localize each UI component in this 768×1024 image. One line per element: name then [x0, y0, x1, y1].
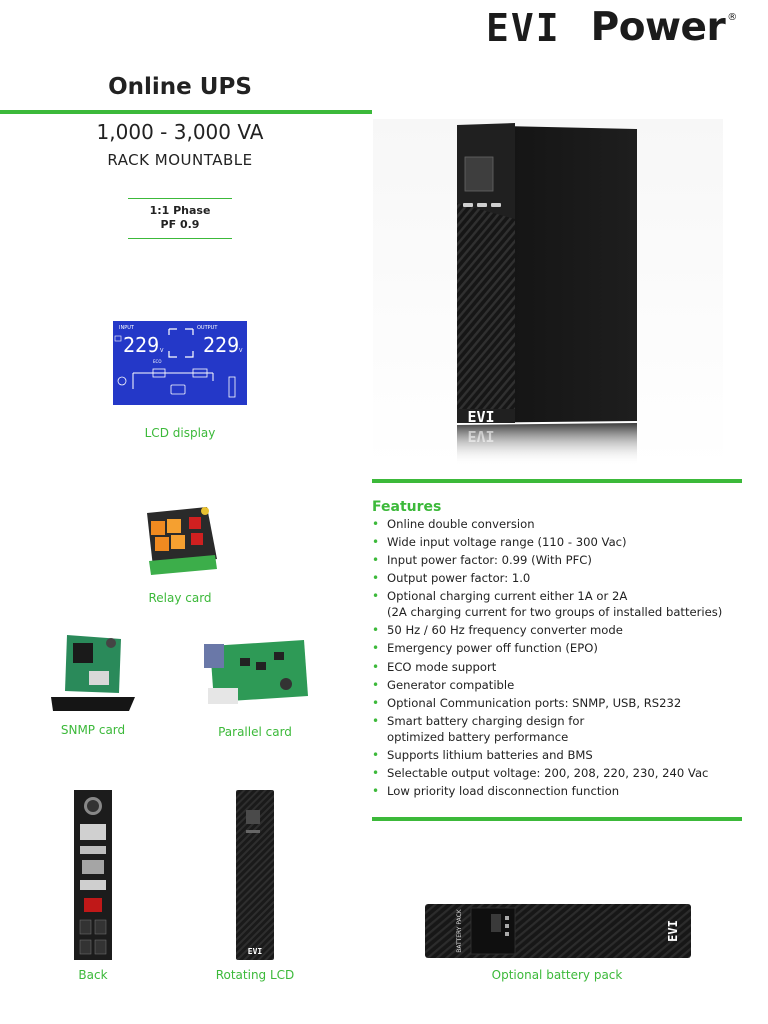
features-bottom-rule	[372, 817, 742, 821]
feature-item: • Optional charging current either 1A or 2A (2A charging current for two groups of installed batteries)	[372, 589, 723, 620]
breaker	[84, 898, 102, 912]
front-evi-logo: EVI	[467, 408, 495, 426]
bullet-icon: •	[372, 659, 380, 674]
brand-evi: EVI	[486, 6, 561, 50]
feature-item: • 50 Hz / 60 Hz frequency converter mode	[372, 623, 623, 638]
front-button-3	[491, 203, 501, 207]
features-top-rule	[372, 479, 742, 483]
bullet-icon: •	[372, 589, 380, 604]
ups-product-image	[373, 119, 723, 469]
relay-2	[167, 519, 181, 533]
relay-6	[191, 533, 203, 545]
bullet-icon: •	[372, 747, 380, 762]
lcd-caption: LCD display	[144, 426, 216, 440]
lcd-output-value: 229	[203, 333, 240, 357]
feature-item: • Smart battery charging design for optimized battery performance	[372, 713, 585, 744]
bullet-icon: •	[372, 677, 380, 692]
bullet-icon: •	[372, 765, 380, 780]
features-list	[372, 517, 752, 802]
feature-item: • Low priority load disconnection function	[372, 784, 620, 799]
small-lcd-screen	[246, 810, 260, 824]
battery-pack-display	[491, 914, 501, 932]
bullet-icon: •	[372, 623, 380, 638]
feature-item: • Output power factor: 1.0	[372, 571, 531, 586]
brand-power: Power	[590, 5, 726, 50]
front-button-2	[477, 203, 487, 207]
lcd-input-label: INPUT	[119, 325, 134, 331]
title-underline	[0, 110, 372, 114]
pf-text: PF 0.9	[160, 218, 200, 231]
chip	[73, 643, 93, 663]
lcd-input-value: 229	[123, 333, 160, 357]
feature-item: • Supports lithium batteries and BMS	[372, 747, 593, 762]
phase-rule-top	[128, 198, 232, 199]
relay-3	[155, 537, 169, 551]
front-button-1	[463, 203, 473, 207]
lcd-input-unit: V	[160, 348, 164, 354]
relay-card-image	[141, 503, 221, 579]
feature-item: • Online double conversion	[372, 517, 535, 531]
relay-1	[151, 521, 165, 535]
bullet-icon: •	[372, 784, 380, 799]
lcd-display-image	[113, 321, 247, 405]
pin-header	[208, 688, 238, 704]
ups-back-image	[74, 790, 112, 960]
tower-evi-logo: EVI	[247, 947, 263, 956]
ethernet-port	[89, 671, 109, 685]
bullet-icon: •	[372, 641, 380, 656]
rotating-caption: Rotating LCD	[215, 968, 295, 982]
bullet-icon: •	[372, 553, 380, 568]
phase-info	[128, 204, 232, 232]
relay-4	[171, 535, 185, 549]
feature-item: • Optional Communication ports: SNMP, USB, RS232	[372, 695, 682, 710]
card-bracket	[51, 697, 135, 711]
bullet-icon: •	[372, 517, 380, 531]
relay-caption: Relay card	[148, 591, 212, 605]
bullet-icon: •	[372, 535, 380, 550]
battery-caption: Optional battery pack	[491, 968, 623, 982]
db-connector	[204, 644, 224, 668]
reflection-evi-logo: EVI	[467, 427, 495, 445]
lcd-output-label: OUTPUT	[197, 325, 218, 331]
feature-item: • Emergency power off function (EPO)	[372, 641, 598, 656]
parallel-caption: Parallel card	[218, 725, 292, 739]
relay-5	[189, 517, 201, 529]
feature-item: • Generator compatible	[372, 677, 515, 692]
parallel-card-image	[200, 638, 312, 718]
page-title: Online UPS	[108, 74, 252, 100]
front-grille	[457, 203, 515, 409]
rotating-lcd-image	[236, 790, 274, 960]
feature-item: • Selectable output voltage: 200, 208, 220, 230, 240 Vac	[372, 765, 709, 780]
front-lcd-screen	[465, 157, 493, 191]
feature-item: • Wide input voltage range (110 - 300 Vac)	[372, 535, 627, 550]
power-range: 1,000 - 3,000 VA	[96, 120, 264, 144]
brand-logo	[486, 5, 738, 50]
lcd-output-unit: V	[239, 348, 243, 354]
features-title: Features	[372, 499, 442, 515]
battery-evi-logo: EVI	[666, 920, 680, 942]
lcd-eco-label: ECO	[153, 359, 162, 364]
back-caption: Back	[78, 968, 108, 982]
snmp-caption: SNMP card	[60, 723, 126, 737]
bullet-icon: •	[372, 571, 380, 586]
phase-text: 1:1 Phase	[149, 204, 211, 217]
feature-item: • ECO mode support	[372, 659, 497, 674]
battery-pack-image	[425, 904, 691, 958]
battery-pack-label: BATTERY PACK	[456, 909, 463, 953]
phase-rule-bottom	[128, 238, 232, 239]
mount-type: RACK MOUNTABLE	[107, 151, 253, 169]
registered-mark: ®	[727, 12, 738, 23]
feature-item: • Input power factor: 0.99 (With PFC)	[372, 553, 592, 568]
bullet-icon: •	[372, 713, 380, 728]
snmp-card-image	[49, 633, 137, 713]
bullet-icon: •	[372, 695, 380, 710]
